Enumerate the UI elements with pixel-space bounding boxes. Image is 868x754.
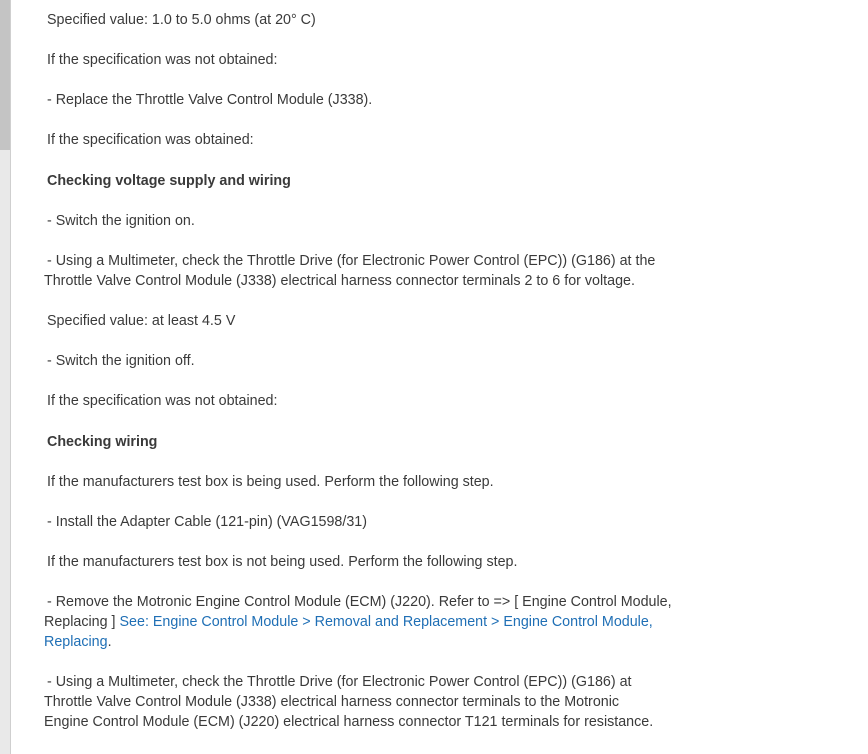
step-ignition-on: - Switch the ignition on. — [47, 213, 195, 229]
step-remove-ecm-line2 — [44, 612, 674, 632]
step-check-voltage-line1: - Using a Multimeter, check the Throttle Drive (for Electronic Power Control (EPC)) (G186) at the — [47, 253, 656, 269]
ecm-replacing-link-cont[interactable]: Replacing — [44, 634, 108, 650]
ecm-replacing-link[interactable]: See: Engine Control Module > Removal and Replacement > Engine Control Module, — [119, 614, 653, 630]
spec-not-obtained-text-2: If the specification was not obtained: — [47, 393, 278, 409]
step-remove-ecm-text: Replacing ] — [44, 614, 120, 630]
step-remove-ecm — [44, 592, 674, 652]
step-check-voltage-line2: Throttle Valve Control Module (J338) electrical harness connector terminals 2 to 6 for voltage. — [44, 273, 635, 289]
test-box-not-used-text: If the manufacturers test box is not being used. Perform the following step. — [47, 554, 518, 570]
heading-checking-wiring: Checking wiring — [47, 434, 158, 450]
step-check-resistance-line2: Throttle Valve Control Module (J338) electrical harness connector terminals to the Motronic — [44, 694, 620, 710]
scrollbar[interactable] — [0, 0, 11, 754]
step-replace-module: - Replace the Throttle Valve Control Module (J338). — [47, 92, 373, 108]
specified-value-voltage: Specified value: at least 4.5 V — [47, 313, 236, 329]
step-check-voltage — [44, 251, 674, 291]
spec-not-obtained-text: If the specification was not obtained: — [47, 52, 278, 68]
step-check-resistance-line1: - Using a Multimeter, check the Throttle Drive (for Electronic Power Control (EPC)) (G186) at — [47, 674, 632, 690]
step-remove-ecm-line1: - Remove the Motronic Engine Control Module (ECM) (J220). Refer to => [ Engine Control Module, — [47, 594, 672, 610]
heading-checking-voltage: Checking voltage supply and wiring — [47, 173, 291, 189]
step-install-adapter: - Install the Adapter Cable (121-pin) (VAG1598/31) — [47, 514, 368, 530]
step-remove-ecm-end: . — [107, 634, 112, 650]
step-ignition-off: - Switch the ignition off. — [47, 353, 195, 369]
specified-value-resistance: Specified value: 1.0 to 5.0 ohms (at 20° C) — [47, 12, 316, 28]
scrollbar-thumb[interactable] — [0, 0, 10, 150]
test-box-used-text: If the manufacturers test box is being used. Perform the following step. — [47, 474, 494, 490]
spec-obtained-text: If the specification was obtained: — [47, 132, 254, 148]
step-check-resistance-line3: Engine Control Module (ECM) (J220) electrical harness connector T121 terminals for resistance. — [44, 714, 654, 730]
step-check-resistance — [44, 672, 674, 732]
step-remove-ecm-line3 — [44, 632, 674, 652]
